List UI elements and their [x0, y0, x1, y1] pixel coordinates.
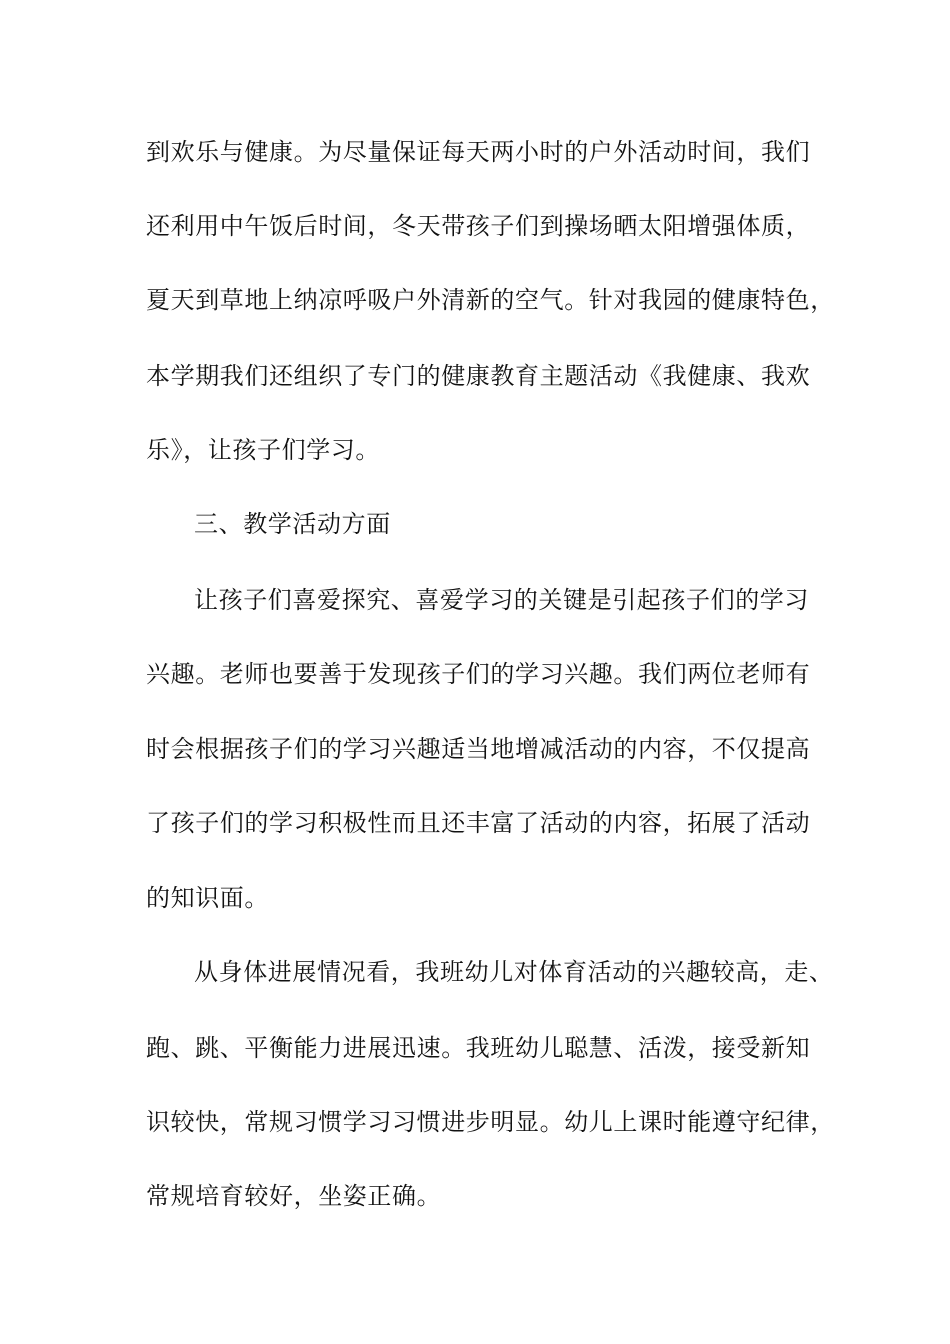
paragraph-line: 时会根据孩子们的学习兴趣适当地增减活动的内容，不仅提高 [146, 735, 811, 763]
paragraph-line: 从身体进展情况看，我班幼儿对体育活动的兴趣较高，走、 [194, 958, 834, 986]
paragraph-line: 乐》，让孩子们学习。 [146, 436, 380, 464]
paragraph-line: 到欢乐与健康。为尽量保证每天两小时的户外活动时间，我们 [146, 138, 811, 166]
paragraph-line: 本学期我们还组织了专门的健康教育主题活动《我健康、我欢 [146, 362, 811, 390]
paragraph-line: 的知识面。 [146, 884, 269, 912]
paragraph-line: 兴趣。老师也要善于发现孩子们的学习兴趣。我们两位老师有 [146, 660, 811, 688]
paragraph-line: 还利用中午饭后时间，冬天带孩子们到操场晒太阳增强体质， [146, 212, 811, 240]
paragraph-line: 让孩子们喜爱探究、喜爱学习的关键是引起孩子们的学习 [194, 586, 809, 614]
paragraph-line: 识较快，常规习惯学习习惯进步明显。幼儿上课时能遵守纪律， [146, 1108, 835, 1136]
section-heading: 三、教学活动方面 [194, 510, 391, 538]
paragraph-line: 了孩子们的学习积极性而且还丰富了活动的内容，拓展了活动 [146, 809, 811, 837]
paragraph-line: 常规培育较好，坐姿正确。 [146, 1182, 442, 1210]
paragraph-line: 跑、跳、平衡能力进展迅速。我班幼儿聪慧、活泼，接受新知 [146, 1034, 811, 1062]
paragraph-line: 夏天到草地上纳凉呼吸户外清新的空气。针对我园的健康特色， [146, 286, 835, 314]
